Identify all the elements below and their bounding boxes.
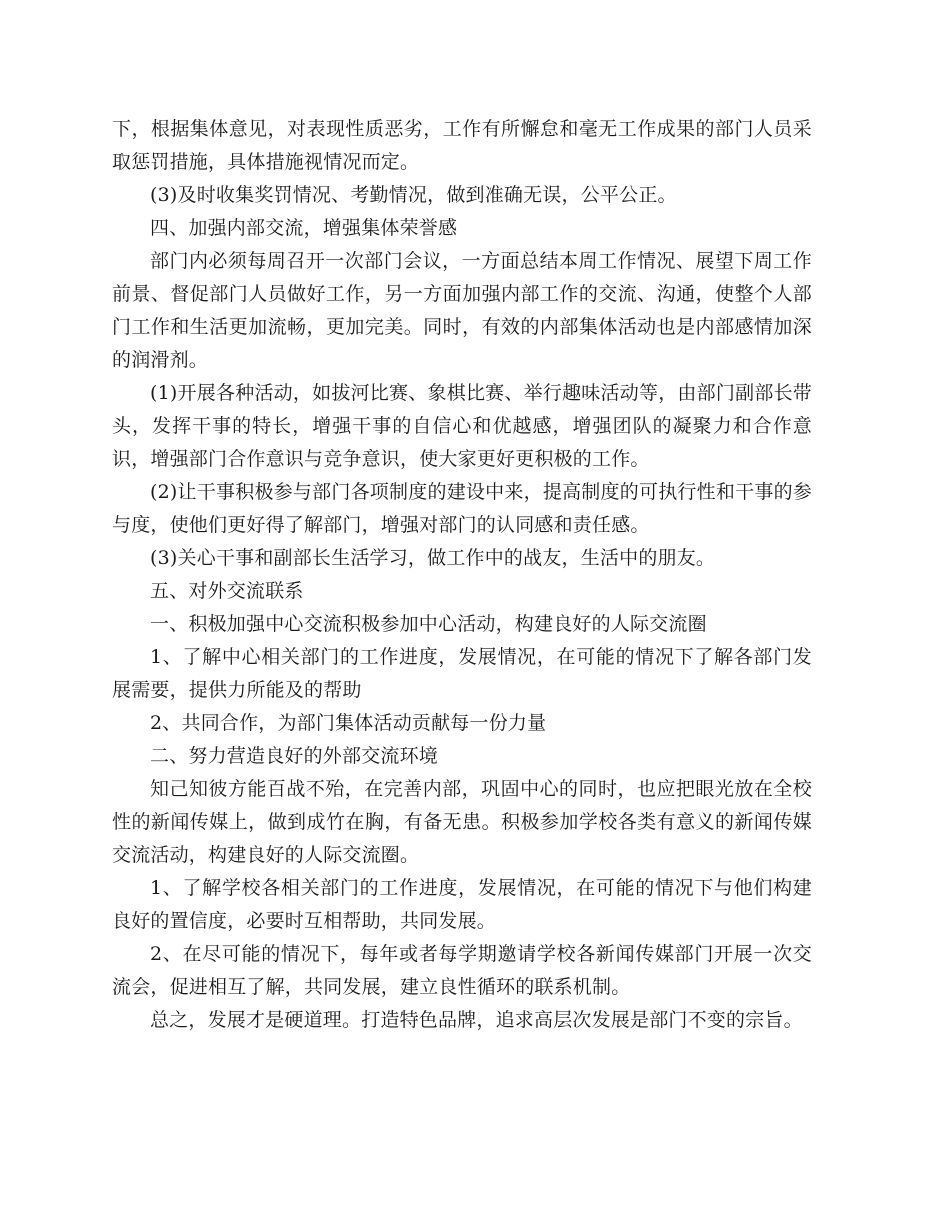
paragraph: (3)关心干事和副部长生活学习，做工作中的战友，生活中的朋友。 xyxy=(150,547,716,569)
paragraph: 1、了解学校各相关部门的工作进度，发展情况，在可能的情况下与他们构建良好的置信度，必要时互相帮助，共同发展。 xyxy=(112,877,812,932)
section-heading: 四、加强内部交流，增强集体荣誉感 xyxy=(150,217,458,239)
paragraph: 总之，发展才是硬道理。打造特色品牌，追求高层次发展是部门不变的宗旨。 xyxy=(150,1009,803,1031)
paragraph: 下，根据集体意见，对表现性质恶劣，工作有所懈怠和毫无工作成果的部门人员采取惩罚措施，具体措施视情况而定。 xyxy=(112,118,812,173)
paragraph: 1、了解中心相关部门的工作进度，发展情况，在可能的情况下了解各部门发展需要，提供力所能及的帮助 xyxy=(112,646,812,701)
section-heading: 五、对外交流联系 xyxy=(150,580,304,602)
document-body xyxy=(112,113,812,1037)
paragraph: 部门内必须每周召开一次部门会议，一方面总结本周工作情况、展望下周工作前景、督促部门人员做好工作，另一方面加强内部工作的交流、沟通，使整个人部门工作和生活更加流畅，更加完美。同时，有效的内部集体活动也是内部感情加深的润滑剂。 xyxy=(112,250,812,371)
paragraph: (3)及时收集奖罚情况、考勤情况，做到准确无误，公平公正。 xyxy=(150,184,677,206)
subsection-heading: 一、积极加强中心交流积极参加中心活动，构建良好的人际交流圈 xyxy=(150,613,707,635)
paragraph: 知己知彼方能百战不殆，在完善内部，巩固中心的同时，也应把眼光放在全校性的新闻传媒上，做到成竹在胸，有备无患。积极参加学校各类有意义的新闻传媒交流活动，构建良好的人际交流圈。 xyxy=(112,778,812,866)
subsection-heading: 二、努力营造良好的外部交流环境 xyxy=(150,745,439,767)
paragraph: (1)开展各种活动，如拔河比赛、象棋比赛、举行趣味活动等，由部门副部长带头，发挥干事的特长，增强干事的自信心和优越感，增强团队的凝聚力和合作意识，增强部门合作意识与竞争意识，使大家更好更积极的工作。 xyxy=(112,382,812,470)
paragraph: 2、在尽可能的情况下，每年或者每学期邀请学校各新闻传媒部门开展一次交流会，促进相互了解，共同发展，建立良性循环的联系机制。 xyxy=(112,943,812,998)
paragraph: (2)让干事积极参与部门各项制度的建设中来，提高制度的可执行性和干事的参与度，使他们更好得了解部门，增强对部门的认同感和责任感。 xyxy=(112,481,812,536)
paragraph: 2、共同合作，为部门集体活动贡献每一份力量 xyxy=(150,712,547,734)
